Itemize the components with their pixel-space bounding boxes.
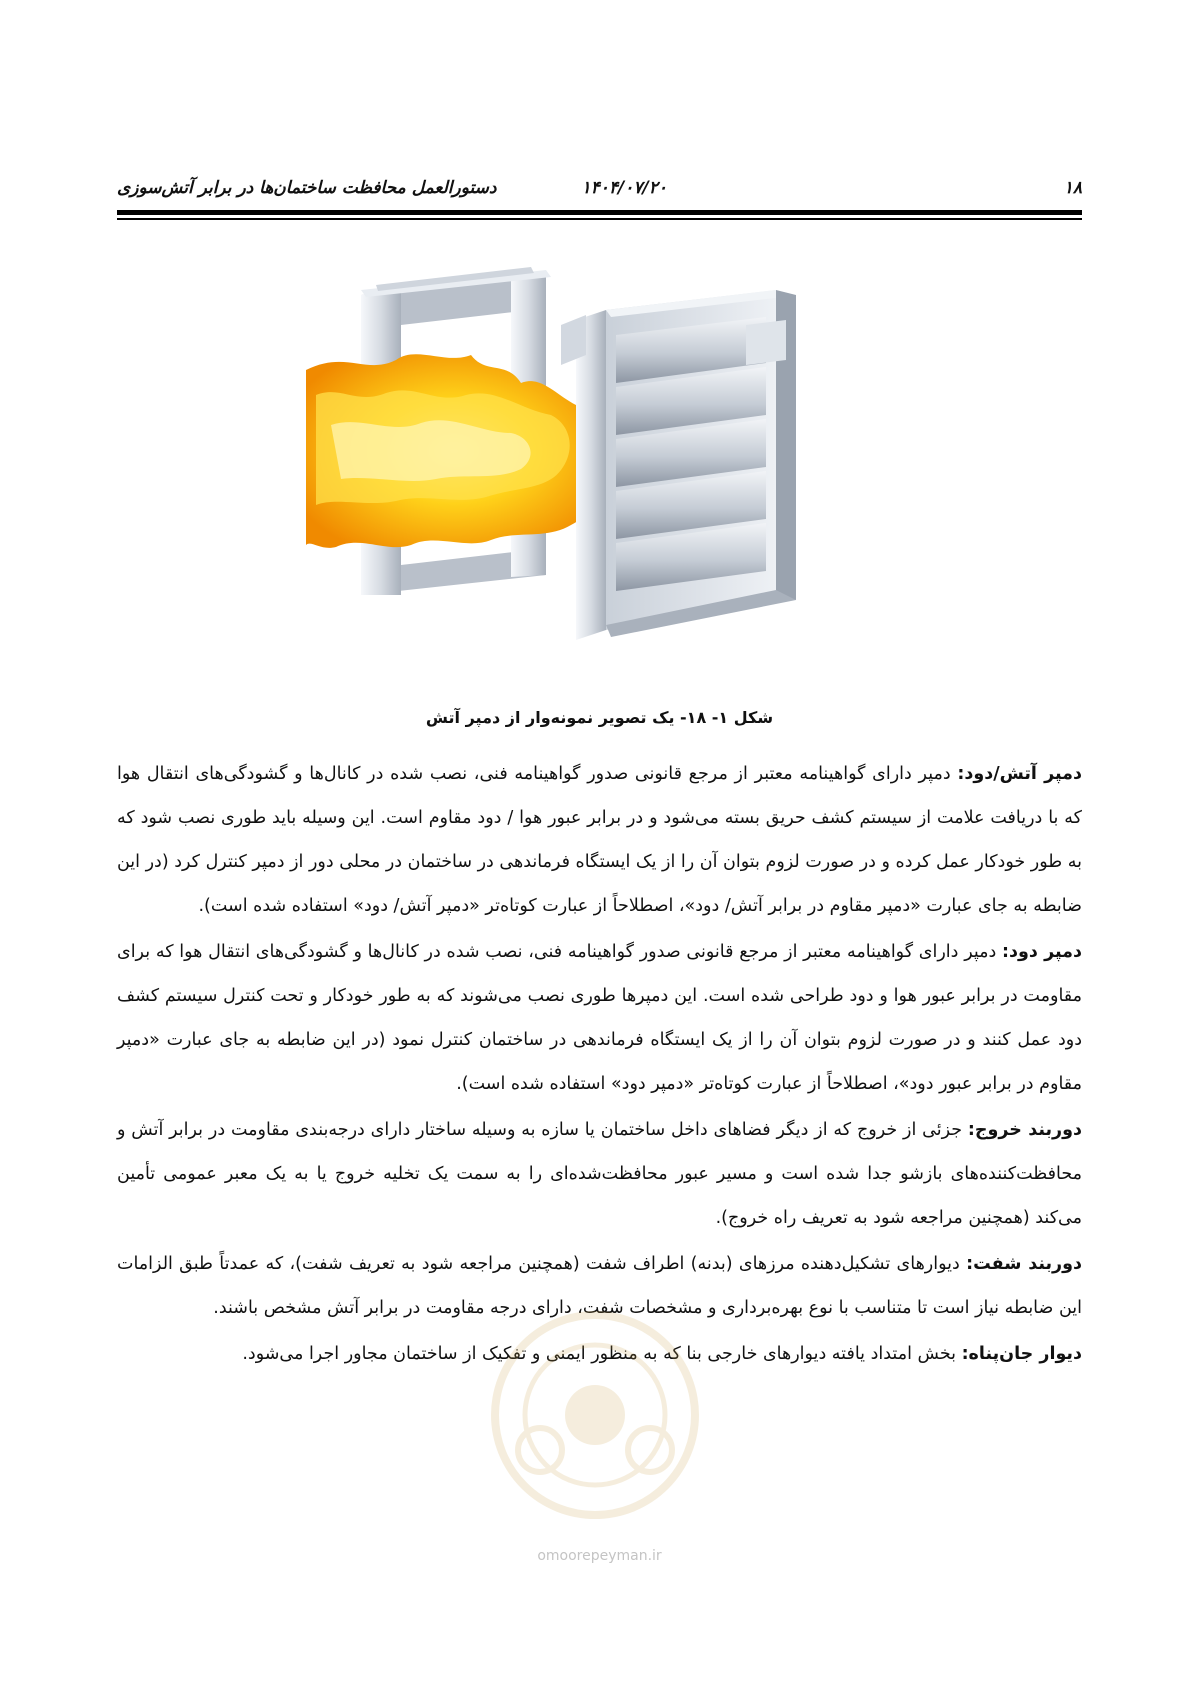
definition-text: دمپر دارای گواهینامه معتبر از مرجع قانونی صدور گواهینامه فنی، نصب شده در کانال‌ها و گشودگی‌های انتقال هوا که با دریافت علامت از سیستم کشف حریق بسته می‌شود و در برابر عبور هوا / دود مقاوم است. این وسیله باید طوری نصب شود که به طور خودکار عمل کرده و در صورت لزوم بتوان آن را از یک ایستگاه فرماندهی در ساختمان در محلی دور از دمپر کنترل کرد (در این ضابطه به جای عبارت «دمپر مقاوم در برابر آتش/ دود»، اصطلاحاً از عبارت کوتاه‌تر «دمپر آتش/ دود» استفاده شده است). — [116, 764, 1082, 916]
definition-paragraph — [117, 1108, 1082, 1240]
page-number: ۱۸ — [1063, 178, 1082, 198]
definition-paragraph — [117, 930, 1082, 1106]
closed-damper — [561, 290, 796, 640]
definition-term: دیوار جان‌پناه: — [961, 1344, 1082, 1364]
definition-term: دمپر آتش/دود: — [957, 764, 1082, 784]
definition-text: بخش امتداد یافته دیوارهای خارجی بنا که به منظور ایمنی و تفکیک از ساختمان مجاور اجرا می‌شود. — [242, 1344, 962, 1364]
definition-text: دمپر دارای گواهینامه معتبر از مرجع قانونی صدور گواهینامه فنی، نصب شده در کانال‌ها و گشودگی‌های انتقال هوا که برای مقاومت در برابر عبور هوا و دود طراحی شده است. این دمپرها طوری نصب می‌شوند که به طور خودکار و تحت کنترل سیستم کشف دود عمل کنند و در صورت لزوم بتوان آن را از یک ایستگاه فرماندهی در ساختمان کنترل نمود (در این ضابطه به جای عبارت «دمپر مقاوم در برابر عبور دود»، اصطلاحاً از عبارت کوتاه‌تر «دمپر دود» استفاده شده است). — [117, 942, 1082, 1094]
watermark-website: omoorepeyman.ir — [537, 1548, 662, 1564]
figure-caption: شکل ۱- ۱۸- یک تصویر نمونه‌وار از دمپر آتش — [425, 708, 774, 727]
fire-damper-figure — [306, 265, 866, 690]
header-rule-thick — [117, 210, 1082, 215]
definition-text: جزئی از خروج که از دیگر فضاهای داخل ساختمان یا سازه به وسیله ساختار دارای درجه‌بندی مقاومت در برابر آتش و محافظت‌کننده‌های بازشو جدا شده است و مسیر عبور محافظت‌شده‌ای را به سمت یک تخلیه خروج یا به یک معبر عمومی تأمین می‌کند (همچنین مراجعه شود به تعریف راه خروج). — [117, 1120, 1082, 1228]
publisher-watermark-seal — [480, 1300, 710, 1530]
definition-term: دوربند شفت: — [966, 1254, 1082, 1274]
flame-graphic — [306, 354, 602, 548]
header-date: ۱۴۰۴/۰۷/۲۰ — [581, 178, 667, 198]
definition-term: دمپر دود: — [1002, 942, 1082, 962]
page-header — [117, 178, 1082, 208]
definition-term: دوربند خروج: — [967, 1120, 1082, 1140]
header-rule-thin — [117, 218, 1082, 220]
definition-paragraph — [117, 752, 1082, 928]
document-title: دستورالعمل محافظت ساختمان‌ها در برابر آتش‌سوزی — [117, 178, 497, 198]
definitions-body — [117, 752, 1082, 1378]
definition-text: دیوارهای تشکیل‌دهنده مرزهای (بدنه) اطراف شفت (همچنین مراجعه شود به تعریف شفت)، که عمدتاً طبق الزامات این ضابطه نیاز است تا متناسب با نوع بهره‌برداری و مشخصات شفت، دارای درجه مقاومت در برابر آتش مشخص باشند. — [117, 1254, 1082, 1318]
